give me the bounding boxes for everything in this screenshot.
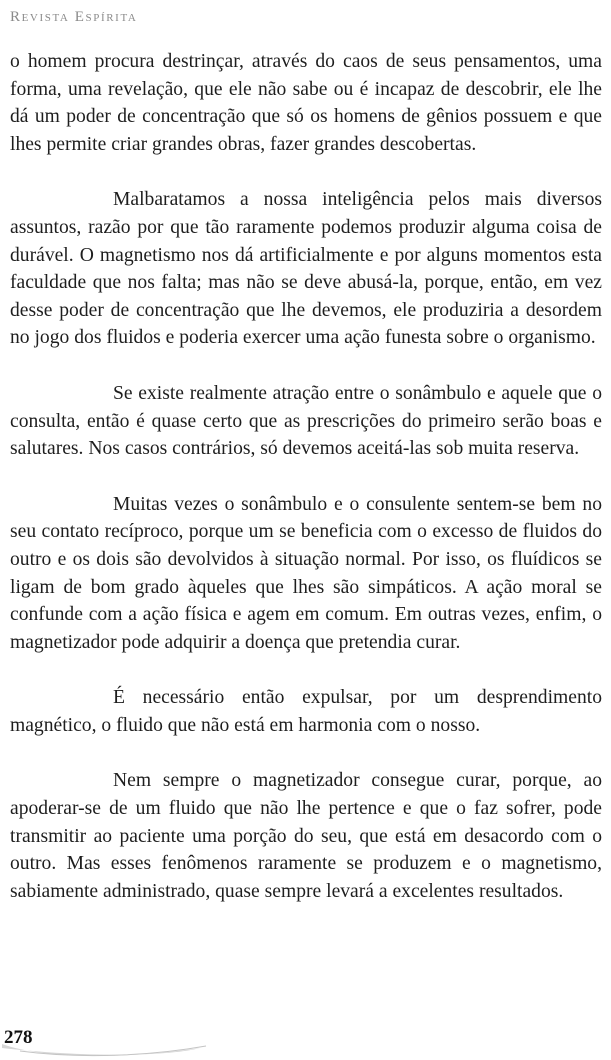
- paragraph: Nem sempre o magnetizador consegue curar, porque, ao apoderar-se de um fluido que não lhe pertence e que o faz sofrer, pode transmitir ao paciente uma porção do seu, que está em desacordo com o outro. Mas esses fenômenos raramente se produzem e o magnetismo, sabiamente administrado, quase sempre levará a excelentes resultados.: [10, 770, 602, 902]
- paragraph: Malbaratamos a nossa inteligência pelos mais diversos assuntos, razão por que tão raramente podemos produzir alguma coisa de durável. O magnetismo nos dá artificialmente e por alguns momentos esta faculdade que nos falta; mas não se deve abusá-la, porque, então, em vez desse poder de concentração que lhe devemos, ele produziria a desordem no jogo dos fluidos e poderia exercer uma ação funesta sobre o organismo.: [10, 189, 602, 349]
- page-body: [10, 48, 602, 933]
- paragraph: É necessário então expulsar, por um desprendimento magnético, o fluido que não está em harmonia com o nosso.: [10, 687, 602, 736]
- paragraph: Muitas vezes o sonâmbulo e o consulente sentem-se bem no seu contato recíproco, porque um se beneficia com o excesso de fluidos do outro e os dois são devolvidos à situação normal. Por isso, os fluídicos se ligam de bom grado àqueles que lhes são simpáticos. A ação moral se confunde com a ação física e agem em comum. Em outras vezes, enfim, o magnetizador pode adquirir a doença que pretendia curar.: [10, 493, 602, 653]
- swoosh-ornament-icon: [0, 1018, 230, 1060]
- page-number: 278: [4, 1027, 33, 1048]
- running-head: Revista Espírita: [10, 9, 138, 25]
- paragraph-continued: o homem procura destrinçar, através do caos de seus pensamentos, uma forma, uma revelação, que ele não sabe ou é incapaz de descobrir, ele lhe dá um poder de concentração que só os homens de gênios possuem e que lhes permite criar grandes obras, fazer grandes descobertas.: [10, 51, 602, 155]
- paragraph: Se existe realmente atração entre o sonâmbulo e aquele que o consulta, então é quase certo que as prescrições do primeiro serão boas e salutares. Nos casos contrários, só devemos aceitá-las sob muita reserva.: [10, 382, 602, 460]
